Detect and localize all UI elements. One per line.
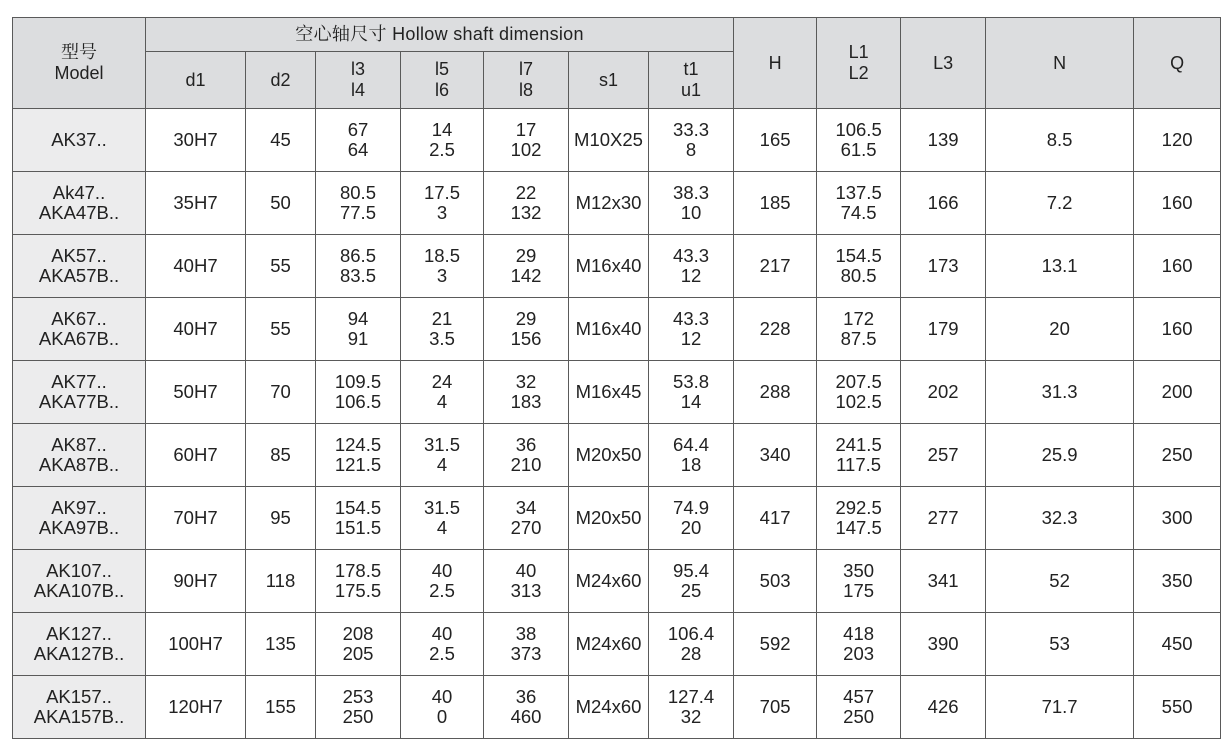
cell-H: 288 bbox=[734, 361, 817, 424]
cell-L3: 341 bbox=[901, 550, 986, 613]
cell-model: AK157.. AKA157B.. bbox=[13, 676, 146, 739]
cell-s1: M16x40 bbox=[569, 298, 649, 361]
table-row bbox=[13, 109, 1221, 172]
cell-L3: 202 bbox=[901, 361, 986, 424]
cell-d1: 120H7 bbox=[146, 676, 246, 739]
cell-Q: 350 bbox=[1134, 550, 1221, 613]
cell-model: AK77.. AKA77B.. bbox=[13, 361, 146, 424]
cell-l3-l4: 154.5 151.5 bbox=[316, 487, 401, 550]
header-t1-u1: t1 u1 bbox=[649, 52, 734, 109]
cell-l7-l8: 38 373 bbox=[484, 613, 569, 676]
cell-l5-l6: 18.5 3 bbox=[401, 235, 484, 298]
cell-L1-L2: 350 175 bbox=[817, 550, 901, 613]
cell-l3-l4: 80.5 77.5 bbox=[316, 172, 401, 235]
header-l5-l6: l5 l6 bbox=[401, 52, 484, 109]
cell-l3-l4: 208 205 bbox=[316, 613, 401, 676]
cell-s1: M24x60 bbox=[569, 550, 649, 613]
cell-N: 31.3 bbox=[986, 361, 1134, 424]
header-d2: d2 bbox=[246, 52, 316, 109]
cell-H: 165 bbox=[734, 109, 817, 172]
cell-model: AK57.. AKA57B.. bbox=[13, 235, 146, 298]
cell-t1-u1: 127.4 32 bbox=[649, 676, 734, 739]
header-L3: L3 bbox=[901, 18, 986, 109]
cell-d1: 70H7 bbox=[146, 487, 246, 550]
cell-model: AK107.. AKA107B.. bbox=[13, 550, 146, 613]
cell-t1-u1: 43.3 12 bbox=[649, 235, 734, 298]
header-Q: Q bbox=[1134, 18, 1221, 109]
cell-d1: 100H7 bbox=[146, 613, 246, 676]
cell-l3-l4: 109.5 106.5 bbox=[316, 361, 401, 424]
cell-d1: 60H7 bbox=[146, 424, 246, 487]
cell-d2: 85 bbox=[246, 424, 316, 487]
cell-l3-l4: 86.5 83.5 bbox=[316, 235, 401, 298]
cell-Q: 200 bbox=[1134, 361, 1221, 424]
table-row bbox=[13, 676, 1221, 739]
cell-l5-l6: 31.5 4 bbox=[401, 487, 484, 550]
table-row bbox=[13, 235, 1221, 298]
cell-d1: 35H7 bbox=[146, 172, 246, 235]
cell-L1-L2: 154.5 80.5 bbox=[817, 235, 901, 298]
cell-L3: 390 bbox=[901, 613, 986, 676]
cell-d2: 55 bbox=[246, 298, 316, 361]
header-l7-l8: l7 l8 bbox=[484, 52, 569, 109]
header-L1-L2: L1 L2 bbox=[817, 18, 901, 109]
header-l3-l4: l3 l4 bbox=[316, 52, 401, 109]
cell-l7-l8: 29 156 bbox=[484, 298, 569, 361]
cell-d1: 40H7 bbox=[146, 298, 246, 361]
cell-d1: 90H7 bbox=[146, 550, 246, 613]
table-row bbox=[13, 424, 1221, 487]
cell-d1: 40H7 bbox=[146, 235, 246, 298]
table-row bbox=[13, 361, 1221, 424]
cell-N: 8.5 bbox=[986, 109, 1134, 172]
table-row bbox=[13, 550, 1221, 613]
cell-H: 417 bbox=[734, 487, 817, 550]
hollow-shaft-dimension-table bbox=[12, 17, 1221, 739]
cell-N: 52 bbox=[986, 550, 1134, 613]
cell-d2: 70 bbox=[246, 361, 316, 424]
cell-t1-u1: 95.4 25 bbox=[649, 550, 734, 613]
cell-L3: 257 bbox=[901, 424, 986, 487]
cell-l5-l6: 40 2.5 bbox=[401, 613, 484, 676]
cell-L3: 426 bbox=[901, 676, 986, 739]
cell-Q: 300 bbox=[1134, 487, 1221, 550]
cell-d1: 30H7 bbox=[146, 109, 246, 172]
cell-t1-u1: 38.3 10 bbox=[649, 172, 734, 235]
cell-H: 503 bbox=[734, 550, 817, 613]
cell-s1: M10X25 bbox=[569, 109, 649, 172]
cell-H: 217 bbox=[734, 235, 817, 298]
cell-L1-L2: 137.5 74.5 bbox=[817, 172, 901, 235]
cell-l7-l8: 36 210 bbox=[484, 424, 569, 487]
cell-t1-u1: 64.4 18 bbox=[649, 424, 734, 487]
cell-L1-L2: 106.5 61.5 bbox=[817, 109, 901, 172]
cell-Q: 160 bbox=[1134, 172, 1221, 235]
cell-d2: 135 bbox=[246, 613, 316, 676]
cell-t1-u1: 53.8 14 bbox=[649, 361, 734, 424]
cell-s1: M24x60 bbox=[569, 676, 649, 739]
header-s1: s1 bbox=[569, 52, 649, 109]
cell-N: 53 bbox=[986, 613, 1134, 676]
cell-H: 340 bbox=[734, 424, 817, 487]
cell-model: AK97.. AKA97B.. bbox=[13, 487, 146, 550]
cell-l3-l4: 253 250 bbox=[316, 676, 401, 739]
cell-s1: M16x40 bbox=[569, 235, 649, 298]
header-H: H bbox=[734, 18, 817, 109]
cell-d2: 45 bbox=[246, 109, 316, 172]
cell-l5-l6: 24 4 bbox=[401, 361, 484, 424]
table-row bbox=[13, 298, 1221, 361]
cell-model: AK87.. AKA87B.. bbox=[13, 424, 146, 487]
cell-L1-L2: 207.5 102.5 bbox=[817, 361, 901, 424]
header-hollow-shaft-group: 空心轴尺寸 Hollow shaft dimension bbox=[146, 18, 734, 52]
header-row-group bbox=[13, 18, 1221, 52]
cell-H: 185 bbox=[734, 172, 817, 235]
cell-Q: 550 bbox=[1134, 676, 1221, 739]
cell-H: 228 bbox=[734, 298, 817, 361]
cell-d2: 50 bbox=[246, 172, 316, 235]
table-row bbox=[13, 172, 1221, 235]
cell-l5-l6: 40 2.5 bbox=[401, 550, 484, 613]
cell-L3: 166 bbox=[901, 172, 986, 235]
cell-Q: 250 bbox=[1134, 424, 1221, 487]
cell-l7-l8: 34 270 bbox=[484, 487, 569, 550]
cell-s1: M16x45 bbox=[569, 361, 649, 424]
cell-l7-l8: 40 313 bbox=[484, 550, 569, 613]
cell-L1-L2: 418 203 bbox=[817, 613, 901, 676]
cell-L1-L2: 241.5 117.5 bbox=[817, 424, 901, 487]
cell-l3-l4: 178.5 175.5 bbox=[316, 550, 401, 613]
cell-L3: 173 bbox=[901, 235, 986, 298]
header-model: 型号 Model bbox=[13, 18, 146, 109]
cell-N: 7.2 bbox=[986, 172, 1134, 235]
cell-l5-l6: 14 2.5 bbox=[401, 109, 484, 172]
cell-model: Ak47.. AKA47B.. bbox=[13, 172, 146, 235]
cell-d2: 55 bbox=[246, 235, 316, 298]
cell-t1-u1: 74.9 20 bbox=[649, 487, 734, 550]
cell-d2: 155 bbox=[246, 676, 316, 739]
cell-d2: 95 bbox=[246, 487, 316, 550]
cell-l3-l4: 124.5 121.5 bbox=[316, 424, 401, 487]
cell-model: AK67.. AKA67B.. bbox=[13, 298, 146, 361]
cell-Q: 450 bbox=[1134, 613, 1221, 676]
cell-Q: 160 bbox=[1134, 235, 1221, 298]
cell-L3: 139 bbox=[901, 109, 986, 172]
cell-L1-L2: 172 87.5 bbox=[817, 298, 901, 361]
cell-L1-L2: 292.5 147.5 bbox=[817, 487, 901, 550]
cell-t1-u1: 43.3 12 bbox=[649, 298, 734, 361]
header-N: N bbox=[986, 18, 1134, 109]
table-row bbox=[13, 487, 1221, 550]
table-body bbox=[13, 109, 1221, 739]
cell-l7-l8: 22 132 bbox=[484, 172, 569, 235]
cell-s1: M24x60 bbox=[569, 613, 649, 676]
cell-l3-l4: 67 64 bbox=[316, 109, 401, 172]
cell-N: 71.7 bbox=[986, 676, 1134, 739]
cell-t1-u1: 106.4 28 bbox=[649, 613, 734, 676]
cell-l5-l6: 17.5 3 bbox=[401, 172, 484, 235]
table-row bbox=[13, 613, 1221, 676]
cell-N: 32.3 bbox=[986, 487, 1134, 550]
cell-l7-l8: 29 142 bbox=[484, 235, 569, 298]
cell-model: AK127.. AKA127B.. bbox=[13, 613, 146, 676]
header-d1: d1 bbox=[146, 52, 246, 109]
cell-l7-l8: 32 183 bbox=[484, 361, 569, 424]
cell-d1: 50H7 bbox=[146, 361, 246, 424]
cell-s1: M20x50 bbox=[569, 424, 649, 487]
cell-Q: 160 bbox=[1134, 298, 1221, 361]
cell-t1-u1: 33.3 8 bbox=[649, 109, 734, 172]
cell-l7-l8: 36 460 bbox=[484, 676, 569, 739]
cell-L3: 277 bbox=[901, 487, 986, 550]
cell-l5-l6: 21 3.5 bbox=[401, 298, 484, 361]
cell-H: 592 bbox=[734, 613, 817, 676]
cell-l7-l8: 17 102 bbox=[484, 109, 569, 172]
cell-Q: 120 bbox=[1134, 109, 1221, 172]
cell-H: 705 bbox=[734, 676, 817, 739]
cell-model: AK37.. bbox=[13, 109, 146, 172]
cell-L1-L2: 457 250 bbox=[817, 676, 901, 739]
cell-d2: 118 bbox=[246, 550, 316, 613]
cell-N: 25.9 bbox=[986, 424, 1134, 487]
cell-l5-l6: 40 0 bbox=[401, 676, 484, 739]
cell-N: 20 bbox=[986, 298, 1134, 361]
cell-N: 13.1 bbox=[986, 235, 1134, 298]
cell-l3-l4: 94 91 bbox=[316, 298, 401, 361]
cell-s1: M12x30 bbox=[569, 172, 649, 235]
cell-L3: 179 bbox=[901, 298, 986, 361]
cell-l5-l6: 31.5 4 bbox=[401, 424, 484, 487]
cell-s1: M20x50 bbox=[569, 487, 649, 550]
